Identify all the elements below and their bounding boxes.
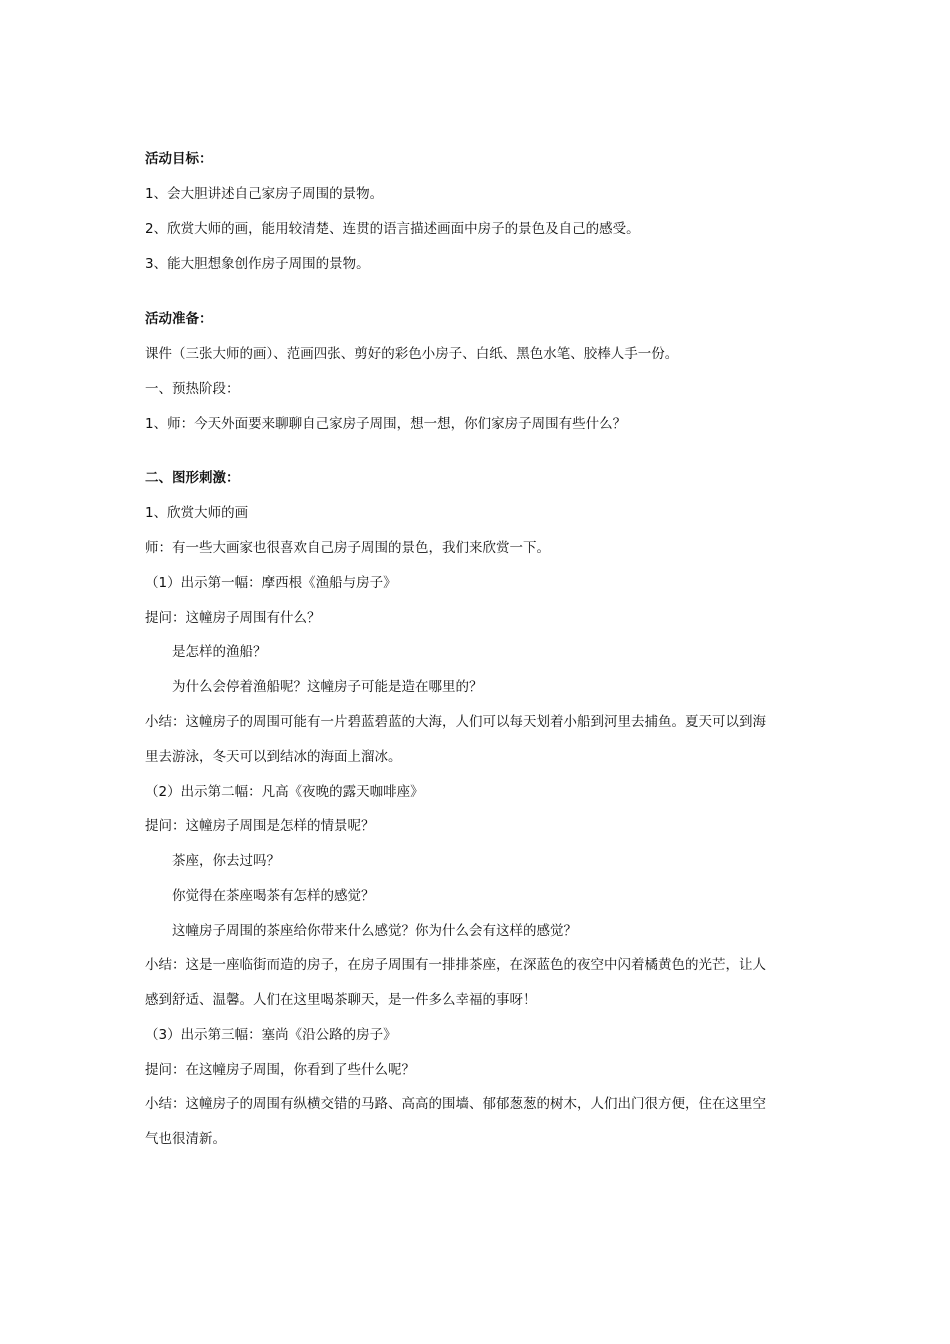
painting-2-subq-3: 这幢房子周围的茶座给你带来什么感觉？你为什么会有这样的感觉？ [172, 923, 577, 939]
painting-2-summary-1: 小结：这是一座临街而造的房子，在房子周围有一排排茶座，在深蓝色的夜空中闪着橘黄色的光芒，让人 [145, 957, 766, 973]
painting-3-question: 提问：在这幢房子周围，你看到了些什么呢？ [145, 1062, 415, 1078]
warmup-title: 一、预热阶段： [145, 381, 240, 397]
goal-item-3: 3、能大胆想象创作房子周围的景物。 [145, 256, 370, 272]
goals-heading: 活动目标： [145, 151, 213, 167]
painting-1-summary-2: 里去游泳，冬天可以到结冰的海面上溜冰。 [145, 749, 402, 765]
prep-heading: 活动准备： [145, 311, 213, 327]
painting-2-summary-2: 感到舒适、温馨。人们在这里喝茶聊天，是一件多么幸福的事呀！ [145, 992, 537, 1008]
painting-2-question: 提问：这幢房子周围是怎样的情景呢？ [145, 818, 375, 834]
painting-1-subq-1: 是怎样的渔船？ [172, 644, 267, 660]
prep-materials: 课件（三张大师的画）、范画四张、剪好的彩色小房子、白纸、黑色水笔、胶棒人手一份。 [145, 346, 679, 362]
painting-1-question: 提问：这幢房子周围有什么？ [145, 610, 321, 626]
painting-2-subq-1: 茶座，你去过吗？ [172, 853, 280, 869]
warmup-item: 1、师：今天外面要来聊聊自己家房子周围，想一想，你们家房子周围有些什么？ [145, 416, 627, 432]
painting-1-title: （1）出示第一幅：摩西根《渔船与房子》 [145, 575, 397, 591]
painting-2-title: （2）出示第二幅：凡高《夜晚的露天咖啡座》 [145, 784, 424, 800]
painting-2-subq-2: 你觉得在茶座喝茶有怎样的感觉？ [172, 888, 375, 904]
painting-3-summary-1: 小结：这幢房子的周围有纵横交错的马路、高高的围墙、郁郁葱葱的树木，人们出门很方便，住在这里空 [145, 1096, 766, 1112]
goal-item-2: 2、欣赏大师的画，能用较清楚、连贯的语言描述画面中房子的景色及自己的感受。 [145, 221, 640, 237]
stimulus-intro: 师：有一些大画家也很喜欢自己房子周围的景色，我们来欣赏一下。 [145, 540, 550, 556]
painting-3-title: （3）出示第三幅：塞尚《沿公路的房子》 [145, 1027, 397, 1043]
stimulus-sub1: 1、欣赏大师的画 [145, 505, 249, 521]
painting-1-summary-1: 小结：这幢房子的周围可能有一片碧蓝碧蓝的大海，人们可以每天划着小船到河里去捕鱼。夏天可以到海 [145, 714, 766, 730]
painting-1-subq-2: 为什么会停着渔船呢？这幢房子可能是造在哪里的？ [172, 679, 483, 695]
goal-item-1: 1、会大胆讲述自己家房子周围的景物。 [145, 186, 384, 202]
painting-3-summary-2: 气也很清新。 [145, 1131, 226, 1147]
stimulus-heading: 二、图形刺激： [145, 470, 240, 486]
